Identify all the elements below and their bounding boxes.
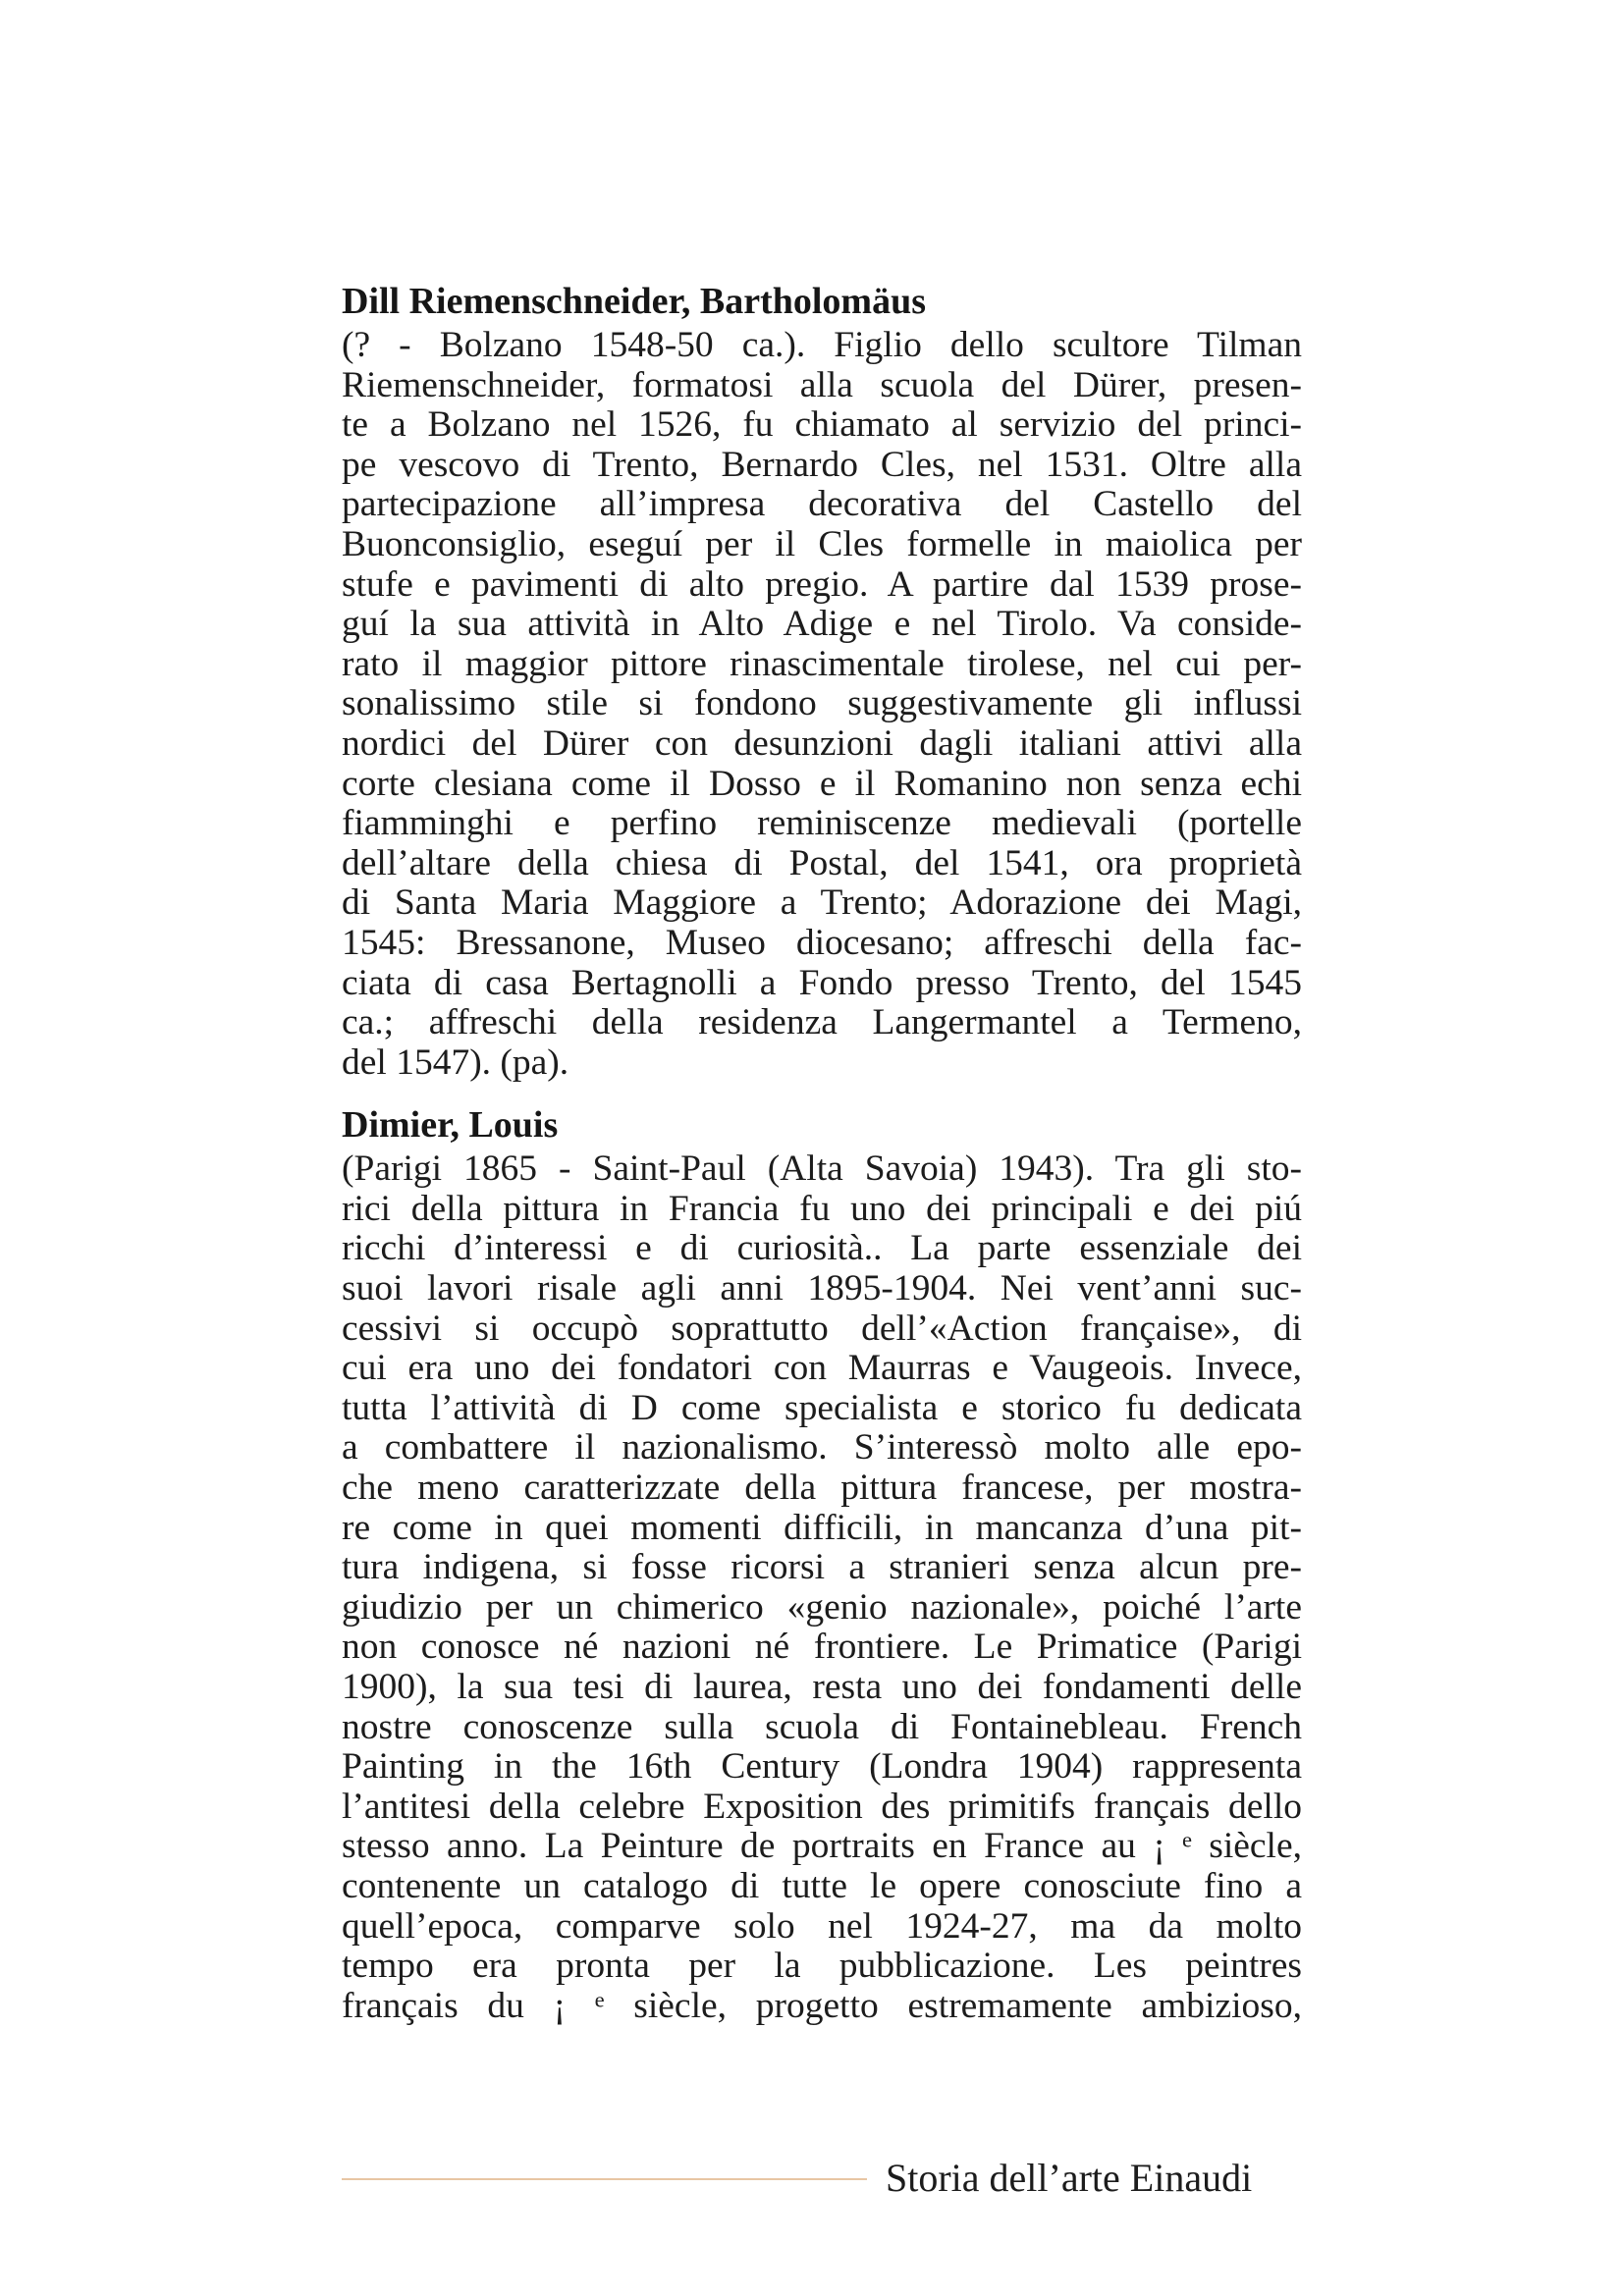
text-line: guí la sua attività in Alto Adige e nel Tirolo. Va conside- — [342, 605, 1302, 645]
page-content — [342, 277, 1302, 2026]
text-line: stesso anno. La Peinture de portraits en France au ¡ ᵉ siècle, — [342, 1827, 1302, 1867]
text-line: contenente un catalogo di tutte le opere conosciute fino a — [342, 1866, 1302, 1906]
text-line: l’antitesi della celebre Exposition des primitifs français dello — [342, 1787, 1302, 1827]
text-line: re come in quei momenti difficili, in mancanza d’una pit- — [342, 1508, 1302, 1548]
footer-title: Storia dell’arte Einaudi — [886, 2156, 1253, 2200]
entry-heading: Dill Riemenschneider, Bartholomäus — [342, 281, 926, 322]
text-line: nordici del Dürer con desunzioni dagli italiani attivi alla — [342, 723, 1302, 764]
entry-body — [342, 326, 1302, 1083]
text-line: 1545: Bressanone, Museo diocesano; affreschi della fac- — [342, 923, 1302, 963]
text-line: (? - Bolzano 1548-50 ca.). Figlio dello scultore Tilman — [342, 326, 1302, 365]
text-line: pe vescovo di Trento, Bernardo Cles, nel 1531. Oltre alla — [342, 445, 1302, 485]
text-line: che meno caratterizzate della pittura francese, per mostra- — [342, 1468, 1302, 1509]
text-line: nostre conoscenze sulla scuola di Fontainebleau. French — [342, 1707, 1302, 1747]
text-line: stufe e pavimenti di alto pregio. A partire dal 1539 prose- — [342, 564, 1302, 605]
text-line: ricchi d’interessi e di curiosità.. La parte essenziale dei — [342, 1229, 1302, 1269]
text-line: di Santa Maria Maggiore a Trento; Adorazione dei Magi, — [342, 883, 1302, 924]
text-line: rato il maggior pittore rinascimentale tirolese, nel cui per- — [342, 644, 1302, 684]
text-line: cessivi si occupò soprattutto dell’«Action française», di — [342, 1308, 1302, 1349]
footer-rule — [342, 2178, 867, 2180]
entry-body — [342, 1149, 1302, 2026]
text-line: tempo era pronta per la pubblicazione. Les peintres — [342, 1947, 1302, 1987]
text-line: cui era uno dei fondatori con Maurras e Vaugeois. Invece, — [342, 1349, 1302, 1389]
text-line: del 1547). (pa). — [342, 1042, 569, 1083]
text-line: Painting in the 16th Century (Londra 1904) rappresenta — [342, 1747, 1302, 1788]
text-line: quell’epoca, comparve solo nel 1924-27, ma da molto — [342, 1906, 1302, 1947]
text-line: non conosce né nazioni né frontiere. Le Primatice (Parigi — [342, 1628, 1302, 1668]
text-line: corte clesiana come il Dosso e il Romanino non senza echi — [342, 764, 1302, 804]
text-line: Buonconsiglio, eseguí per il Cles formelle in maiolica per — [342, 524, 1302, 564]
text-line: (Parigi 1865 - Saint-Paul (Alta Savoia) 1943). Tra gli sto- — [342, 1149, 1302, 1190]
text-line: 1900), la sua tesi di laurea, resta uno dei fondamenti delle — [342, 1668, 1302, 1707]
text-line: giudizio per un chimerico «genio nazionale», poiché l’arte — [342, 1587, 1302, 1628]
text-line: partecipazione all’impresa decorativa del Castello del — [342, 485, 1302, 525]
text-line: ca.; affreschi della residenza Langermantel a Termeno, — [342, 1003, 1302, 1043]
text-line: tutta l’attività di D come specialista e storico fu dedicata — [342, 1388, 1302, 1428]
entry-dill-riemenschneider — [342, 277, 1302, 1083]
text-line: sonalissimo stile si fondono suggestivamente gli influssi — [342, 684, 1302, 724]
text-line: tura indigena, si fosse ricorsi a stranieri senza alcun pre- — [342, 1548, 1302, 1588]
text-line: a combattere il nazionalismo. S’interessò molto alle epo- — [342, 1428, 1302, 1468]
text-line: fiamminghi e perfino reminiscenze medievali (portelle — [342, 804, 1302, 844]
text-line: rici della pittura in Francia fu uno dei principali e dei piú — [342, 1189, 1302, 1229]
text-line: suoi lavori risale agli anni 1895-1904. Nei vent’anni suc- — [342, 1269, 1302, 1309]
text-line: te a Bolzano nel 1526, fu chiamato al servizio del princi- — [342, 405, 1302, 446]
entry-dimier-louis — [342, 1100, 1302, 2026]
entry-heading: Dimier, Louis — [342, 1104, 559, 1147]
text-line: ciata di casa Bertagnolli a Fondo presso Trento, del 1545 — [342, 963, 1302, 1003]
text-line: Riemenschneider, formatosi alla scuola del Dürer, presen- — [342, 365, 1302, 405]
text-line: français du ¡ ᵉ siècle, progetto estremamente ambizioso, — [342, 1986, 1302, 2026]
text-line: dell’altare della chiesa di Postal, del 1541, ora proprietà — [342, 843, 1302, 883]
